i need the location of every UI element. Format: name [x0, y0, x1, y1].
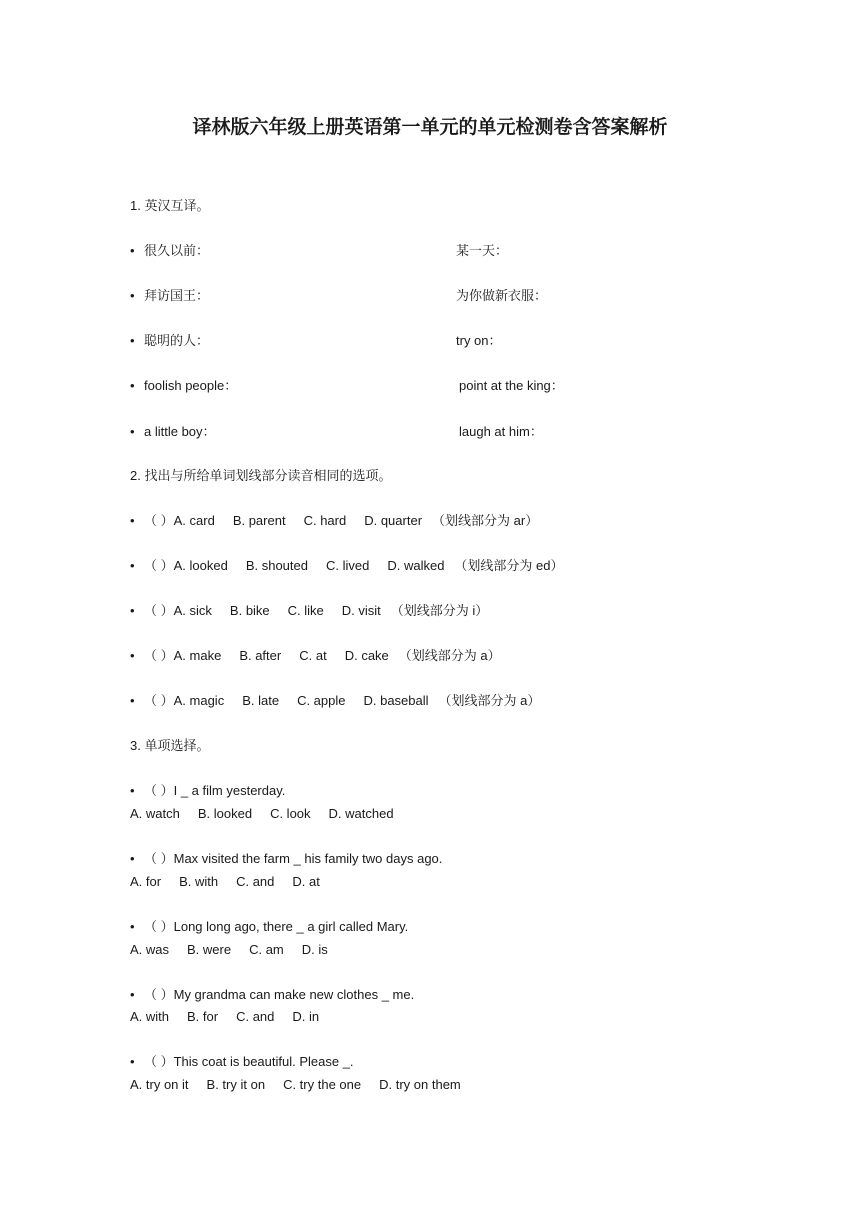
s2-item-1: • （ ）A. card B. parent C. hard D. quarter （划线部分为 ar） — [130, 513, 539, 528]
bullet: • — [130, 513, 135, 528]
section-3-heading: 3. 单项选择。 — [130, 738, 210, 753]
s2-item-2: • （ ）A. looked B. shouted C. lived D. walked （划线部分为 ed） — [130, 558, 564, 573]
section-2-heading: 2. 找出与所给单词划线部分读音相同的选项。 — [130, 468, 392, 483]
bullet: • — [130, 243, 135, 258]
bullet: • — [130, 693, 135, 708]
bullet: • — [130, 424, 135, 439]
s1-row-5-left: • a little boy： — [130, 424, 216, 439]
bullet: • — [130, 851, 135, 866]
s1-row-5-right: laugh at him： — [459, 424, 543, 439]
bullet: • — [130, 783, 135, 798]
s1-row-2-left: • 拜访国王： — [130, 288, 210, 303]
s1-row-4-right: point at the king： — [459, 378, 564, 393]
s3-item-1-question: • （ ）I _ a film yesterday. — [130, 783, 286, 798]
s2-item-5: • （ ）A. magic B. late C. apple D. baseball （划线部分为 a） — [130, 693, 541, 708]
bullet: • — [130, 987, 135, 1002]
s1-row-2-right: 为你做新衣服： — [456, 288, 548, 303]
page-title: 译林版六年级上册英语第一单元的单元检测卷含答案解析 — [192, 117, 668, 138]
section-1-heading: 1. 英汉互译。 — [130, 198, 210, 213]
s3-item-3-question: • （ ）Long long ago, there _ a girl called Mary. — [130, 919, 409, 934]
s3-item-2-question: • （ ）Max visited the farm _ his family two days ago. — [130, 851, 443, 866]
bullet: • — [130, 333, 135, 348]
s2-item-4: • （ ）A. make B. after C. at D. cake （划线部分为 a） — [130, 648, 501, 663]
s3-item-3-options: A. was B. were C. am D. is — [130, 942, 328, 957]
bullet: • — [130, 919, 135, 934]
s3-item-1-options: A. watch B. looked C. look D. watched — [130, 806, 394, 821]
s1-row-1-right: 某一天： — [456, 243, 509, 258]
s1-row-1-left: • 很久以前： — [130, 243, 210, 258]
bullet: • — [130, 648, 135, 663]
s3-item-4-options: A. with B. for C. and D. in — [130, 1009, 320, 1024]
s2-item-3: • （ ）A. sick B. bike C. like D. visit （划线部分为 i） — [130, 603, 489, 618]
bullet: • — [130, 603, 135, 618]
bullet: • — [130, 378, 135, 393]
s3-item-5-options: A. try on it B. try it on C. try the one D. try on them — [130, 1077, 461, 1092]
s1-row-3-left: • 聪明的人： — [130, 333, 210, 348]
bullet: • — [130, 1054, 135, 1069]
s3-item-5-question: • （ ）This coat is beautiful. Please _. — [130, 1054, 354, 1069]
s3-item-4-question: • （ ）My grandma can make new clothes _ me. — [130, 987, 415, 1002]
s1-row-3-right: try on： — [456, 333, 502, 348]
bullet: • — [130, 288, 135, 303]
bullet: • — [130, 558, 135, 573]
s3-item-2-options: A. for B. with C. and D. at — [130, 874, 320, 889]
s1-row-4-left: • foolish people： — [130, 378, 238, 393]
